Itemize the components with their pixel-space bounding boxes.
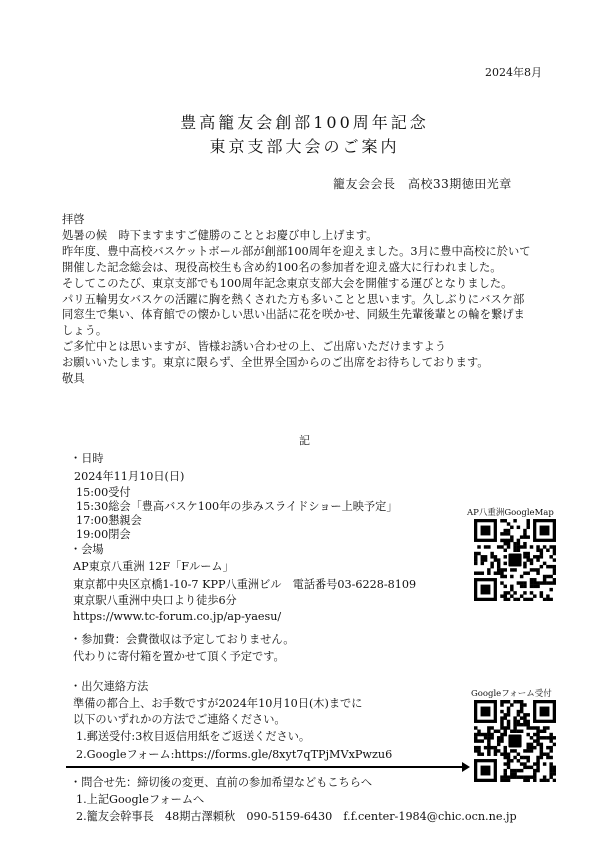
letter-body xyxy=(62,212,531,387)
fee-info: ・参加費：会費徴収は予定しておりません。 xyxy=(70,633,295,646)
venue-name: AP東京八重洲 12F「Fルーム」 xyxy=(73,560,234,573)
attendance-line: 準備の都合上、お手数ですが2024年10月10日(木)までに xyxy=(73,697,363,710)
attendance-mail-option: 1.郵送受付:3枚目返信用紙をご返送ください。 xyxy=(76,730,311,743)
schedule-item: 19:00閉会 xyxy=(76,528,131,541)
letter-line: 開催した記念総会は、現役高校生も含め約100名の参加者を迎え盛大に行われました。 xyxy=(62,260,502,274)
document-title-line2: 東京支部大会のご案内 xyxy=(209,137,400,156)
schedule-item: 15:00受付 xyxy=(76,486,131,499)
arrow-line xyxy=(66,766,464,768)
document-title-line1: 豊高籠友会創部100周年記念 xyxy=(180,113,429,132)
qr-map-label: AP八重洲GoogleMap xyxy=(467,508,554,518)
qr-code-map-icon[interactable] xyxy=(474,519,556,601)
schedule-item: 17:00懇親会 xyxy=(76,514,142,527)
attendance-heading: ・出欠連絡方法 xyxy=(70,680,149,693)
qr-code-form-icon[interactable] xyxy=(474,700,556,782)
document-date: 2024年8月 xyxy=(485,66,542,79)
fee-note: 代わりに寄付箱を置かせて頂く予定です。 xyxy=(73,650,285,663)
letter-line: お願いいたします。東京に限らず、全世界全国からのご出席をお待ちしております。 xyxy=(62,356,489,370)
venue-url[interactable]: https://www.tc-forum.co.jp/ap-yaesu/ xyxy=(73,610,282,623)
contact-option-person: 2.籠友会幹事長 48期古澤頼秋 090-5159-6430 f.f.center-1984@chic.ocn.ne.jp xyxy=(76,810,517,823)
arrow-right-icon xyxy=(462,762,470,772)
letter-line: そしてこのたび、東京支部でも100周年記念東京支部大会を開催する運びとなりました。 xyxy=(62,276,513,290)
contact-option-form: 1.上記Googleフォームへ xyxy=(76,793,205,806)
venue-address: 東京都中央区京橋1-10-7 KPP八重洲ビル 電話番号03-6228-8109 xyxy=(73,578,417,591)
letter-line: パリ五輪男女バスケの活躍に胸を熱くされた方も多いことと思います。久しぶりにバスケ部 xyxy=(62,292,525,306)
letter-line: 敬具 xyxy=(62,372,85,386)
contact-heading: ・問合せ先：締切後の変更、直前の参加希望などもこちらへ xyxy=(70,776,373,789)
letter-line: 同窓生で集い、体育館での懐かしい思い出話に花を咲かせ、同級生先輩後輩との輪を繋げま xyxy=(62,308,525,322)
venue-heading: ・会場 xyxy=(70,543,104,556)
letter-line: しょう。 xyxy=(62,324,108,338)
letter-line: 拝啓 xyxy=(62,213,85,226)
letter-line: ご多忙中とは思いますが、皆様お誘い合わせの上、ご出席いただけますよう xyxy=(62,340,447,354)
schedule-date: 2024年11月10日(日) xyxy=(74,470,185,483)
attendance-line: 以下のいずれかの方法でご連絡ください。 xyxy=(73,713,286,726)
schedule-item: 15:30総会「豊高バスケ100年の歩みスライドショー上映予定」 xyxy=(76,500,398,513)
qr-form-label: Googleフォーム受付 xyxy=(471,689,552,699)
schedule-heading: ・日時 xyxy=(70,452,104,465)
letter-line: 昨年度、豊中高校バスケットボール部が創部100周年を迎えました。3月に豊中高校に於いて xyxy=(62,244,531,258)
letter-line: 処暑の候 時下ますますご健勝のこととお慶び申し上げます。 xyxy=(62,228,378,242)
ki-heading: 記 xyxy=(299,434,310,447)
venue-access: 東京駅八重洲中央口より徒歩6分 xyxy=(73,594,237,607)
attendance-google-form-link[interactable]: 2.Googleフォーム:https://forms.gle/8xyt7qTPjMVxPwzu6 xyxy=(76,748,393,761)
author-signature: 籠友会会長 高校33期徳田光章 xyxy=(333,177,512,191)
